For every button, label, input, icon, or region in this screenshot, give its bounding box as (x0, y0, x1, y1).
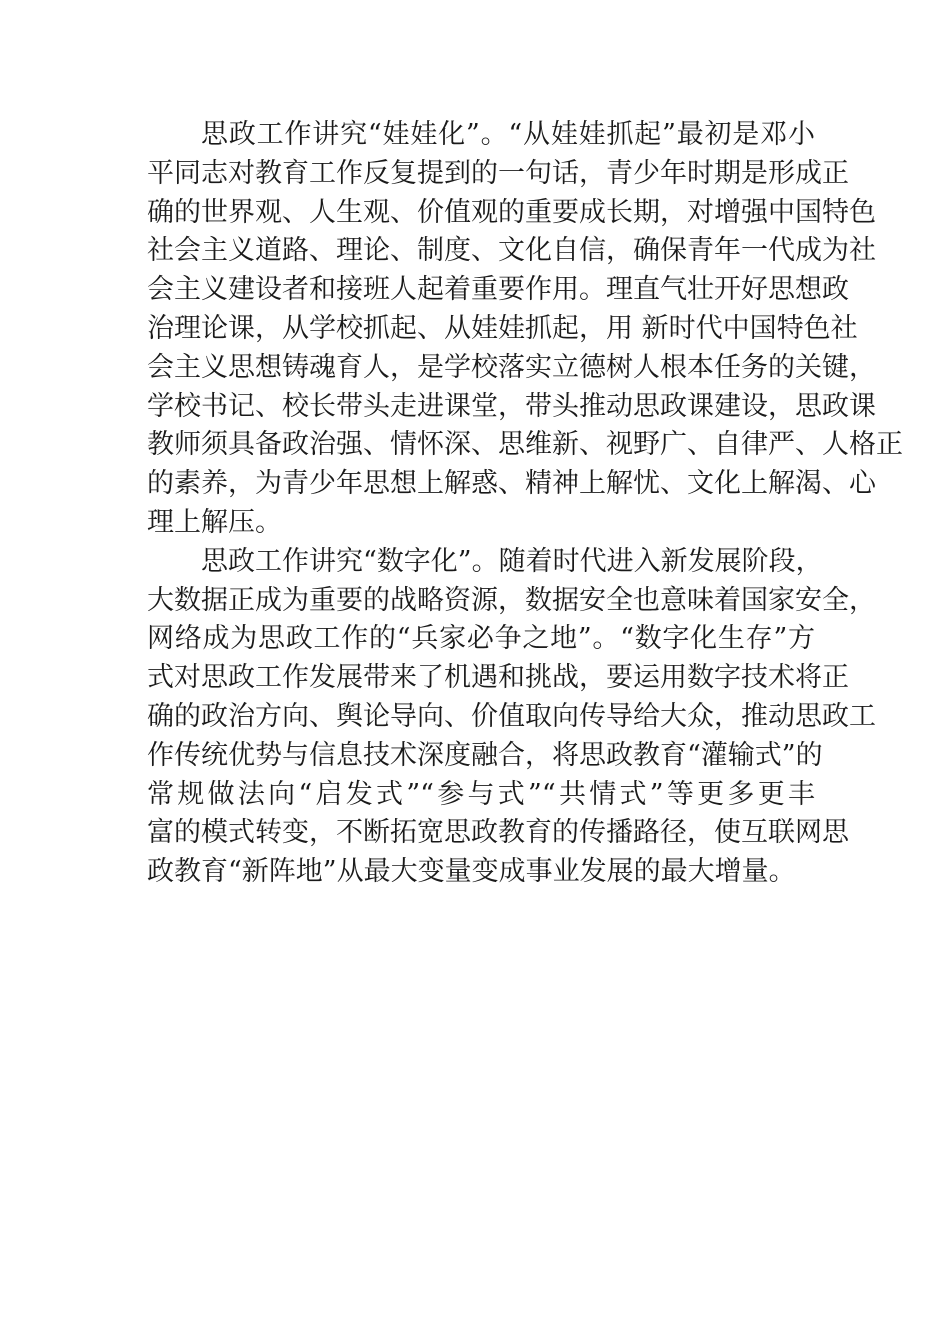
text-line: 社会主义道路、理论、制度、文化自信，确保青年一代成为社 (147, 235, 876, 267)
text-line: 式对思政工作发展带来了机遇和挑战，要运用数字技术将正 (147, 662, 849, 694)
text-line: 思政工作讲究“娃娃化”。“从娃娃抓起”最初是邓小 (201, 119, 815, 150)
text-line: 作传统优势与信息技术深度融合，将思政教育“灌输式”的 (147, 739, 823, 771)
text-line: 大数据正成为重要的战略资源，数据安全也意味着国家安全， (147, 584, 876, 616)
paragraph-2 (147, 543, 876, 892)
text-line: 常规做法向“启发式”“参与式”“共情式”等更多更丰 (147, 778, 815, 810)
text-line: 思政工作讲究“数字化”。随着时代进入新发展阶段， (201, 545, 823, 577)
text-line: 政教育“新阵地”从最大变量变成事业发展的最大增量。 (147, 856, 796, 888)
text-line: 会主义建设者和接班人起着重要作用。理直气壮开好思想政 (147, 274, 849, 306)
text-line: 平同志对教育工作反复提到的一句话，青少年时期是形成正 (147, 157, 849, 189)
text-line: 富的模式转变，不断拓宽思政教育的传播路径，使互联网思 (147, 817, 849, 849)
paragraph-1 (147, 116, 903, 543)
text-line: 教师须具备政治强、情怀深、思维新、视野广、自律严、人格正 (147, 429, 903, 461)
text-line: 网络成为思政工作的“兵家必争之地”。“数字化生存”方 (147, 623, 815, 655)
text-line: 学校书记、校长带头走进课堂，带头推动思政课建设，思政课 (147, 390, 876, 422)
document-body (147, 116, 903, 892)
text-line: 治理论课，从学校抓起、从娃娃抓起，用 新时代中国特色社 (147, 312, 858, 344)
text-line: 确的世界观、人生观、价值观的重要成长期，对增强中国特色 (147, 196, 876, 228)
text-line: 确的政治方向、舆论导向、价值取向传导给大众，推动思政工 (147, 700, 876, 732)
text-line: 的素养，为青少年思想上解惑、精神上解忧、文化上解渴、心 (147, 468, 876, 500)
text-line: 会主义思想铸魂育人，是学校落实立德树人根本任务的关键， (147, 351, 876, 383)
text-line: 理上解压。 (147, 506, 282, 538)
